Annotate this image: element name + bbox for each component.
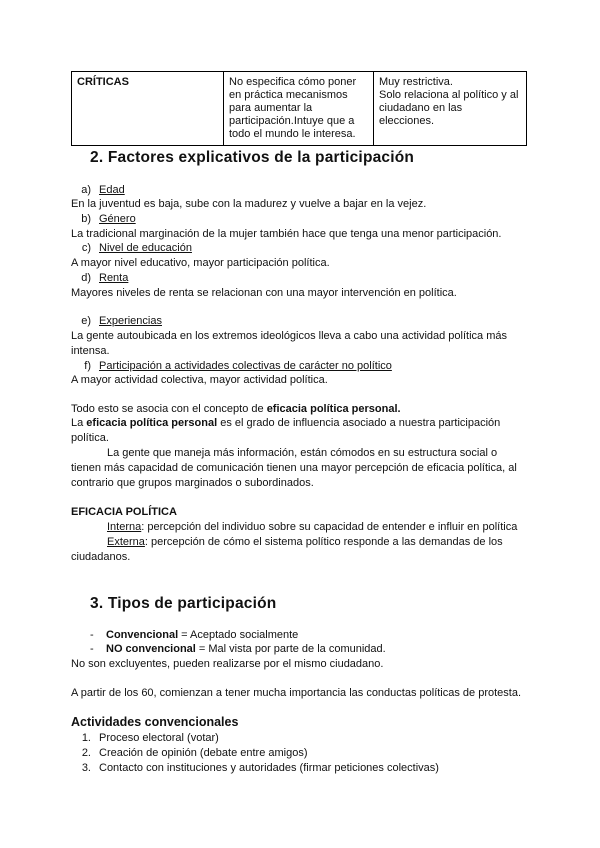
paragraph-line: tienen más capacidad de comunicación tienen una mayor percepción de eficacia política, al — [71, 462, 517, 474]
cell-line: en práctica mecanismos — [229, 89, 348, 101]
text-run: es el grado de influencia asociado a nuestra participación — [217, 417, 501, 429]
factor-heading — [71, 359, 392, 374]
factor-letter: b) — [81, 213, 91, 225]
externa-text-cont: ciudadanos. — [71, 551, 131, 563]
cell-line: ciudadano en las — [379, 102, 463, 114]
section-3-title: 3. Tipos de participación — [90, 595, 277, 612]
externa-label: Externa — [107, 536, 145, 548]
interna-text: : percepción del individuo sobre su capacidad de entender e influir en política — [141, 521, 518, 533]
factor-letter: e) — [81, 315, 91, 327]
factor-name: Edad — [99, 184, 125, 196]
factor-heading — [71, 314, 162, 329]
text-run: La — [71, 417, 87, 429]
table-cell — [374, 72, 527, 146]
factor-name: Nivel de educación — [99, 242, 192, 254]
list-item — [71, 761, 439, 776]
factor-letter: c) — [81, 242, 91, 254]
list-text: Proceso electoral (votar) — [99, 732, 219, 744]
paragraph-line: La gente que maneja más información, están cómodos en su estructura social o — [107, 447, 498, 459]
factor-letter: a) — [81, 184, 91, 196]
paragraph-line: contrario que grupos marginados o subordinados. — [71, 477, 314, 489]
cell-line: todo el mundo le interesa. — [229, 128, 356, 140]
list-item — [71, 746, 308, 761]
factor-heading — [71, 271, 128, 286]
section-2-title: 2. Factores explicativos de la participación — [90, 149, 415, 166]
bullet-item — [90, 642, 386, 657]
list-number: 3. — [81, 762, 91, 774]
factor-text: A mayor nivel educativo, mayor participación política. — [71, 257, 330, 269]
cell-line: Solo relaciona al político y al — [379, 89, 519, 101]
externa-text: : percepción de cómo el sistema político responde a las demandas de los — [144, 536, 503, 548]
factor-text: intensa. — [71, 345, 110, 357]
list-text: Creación de opinión (debate entre amigos) — [99, 747, 308, 759]
factor-letter: d) — [81, 272, 91, 284]
bold-term: eficacia política personal. — [266, 403, 401, 415]
factor-heading — [71, 183, 125, 198]
cell-line: participación.Intuye que a — [229, 115, 355, 127]
factor-letter: f) — [84, 360, 91, 372]
factor-name: Género — [99, 213, 136, 225]
efficacy-intro — [71, 402, 401, 417]
factor-text: La tradicional marginación de la mujer también hace que tenga una menor participación. — [71, 228, 502, 240]
cell-line: elecciones. — [379, 115, 435, 127]
bullet-term: Convencional — [106, 629, 179, 641]
conventional-heading: Actividades convencionales — [71, 715, 239, 729]
cell-line: Muy restrictiva. — [379, 76, 453, 88]
factor-text: A mayor actividad colectiva, mayor actividad política. — [71, 374, 328, 386]
factor-heading — [71, 241, 192, 256]
note-text: No son excluyentes, pueden realizarse por el mismo ciudadano. — [71, 658, 384, 670]
table-cell — [224, 72, 374, 146]
interna-label: Interna — [107, 521, 142, 533]
list-text: Contacto con instituciones y autoridades (firmar peticiones colectivas) — [99, 762, 439, 774]
list-item — [71, 731, 219, 746]
factor-heading — [71, 212, 136, 227]
factor-text: La gente autoubicada en los extremos ideológicos lleva a cabo una actividad política más — [71, 330, 507, 342]
table-row — [72, 72, 527, 146]
dash-marker: - — [90, 643, 94, 655]
cell-line: No especifica cómo poner — [229, 76, 357, 88]
factor-name: Renta — [99, 272, 129, 284]
bullet-term: NO convencional — [106, 643, 196, 655]
bullet-text: = Mal vista por parte de la comunidad. — [195, 643, 386, 655]
row-label: CRÍTICAS — [72, 72, 224, 146]
factor-name: Participación a actividades colectivas de carácter no político — [99, 360, 392, 372]
cell-line: para aumentar la — [229, 102, 313, 114]
list-number: 2. — [81, 747, 91, 759]
externa-line — [107, 535, 503, 550]
bullet-item — [90, 628, 298, 643]
efficacy-heading: EFICACIA POLÍTICA — [71, 506, 177, 518]
criticas-table — [71, 71, 527, 146]
factor-name: Experiencias — [99, 315, 162, 327]
list-number: 1. — [81, 732, 91, 744]
dash-marker: - — [90, 629, 94, 641]
interna-line — [107, 520, 517, 535]
factor-text: En la juventud es baja, sube con la madurez y vuelve a bajar en la vejez. — [71, 198, 427, 210]
bullet-text: = Aceptado socialmente — [178, 629, 299, 641]
factor-text: Mayores niveles de renta se relacionan con una mayor intervención en política. — [71, 287, 457, 299]
efficacy-definition-cont: política. — [71, 432, 109, 444]
protest-text: A partir de los 60, comienzan a tener mucha importancia las conductas políticas de protesta. — [71, 687, 522, 699]
text-run: Todo esto se asocia con el concepto de — [71, 403, 267, 415]
efficacy-definition — [71, 416, 500, 431]
bold-term: eficacia política personal — [86, 417, 218, 429]
